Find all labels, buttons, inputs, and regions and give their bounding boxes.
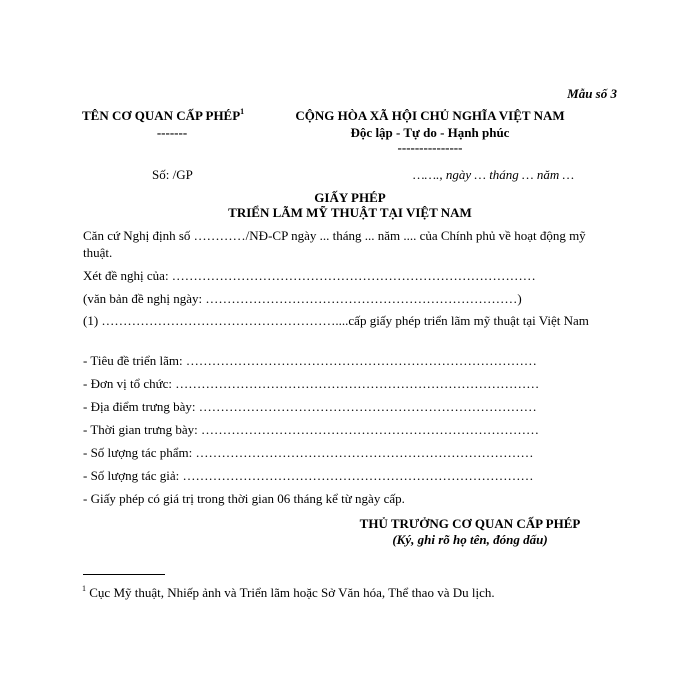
item-organizer: - Đơn vị tổ chức: ………………………………………………………………………… [83,376,540,391]
motto-divider: --------------- [397,140,463,155]
item-exhibition-title: - Tiêu đề triển lãm: ……………………………………………………………………… [83,353,537,368]
footnote: $^1$ Cục Mỹ thuật, Nhiếp ảnh và Triển lãm hoặc Sở Văn hóa, Thể thao và Du lịch. [82,584,495,600]
permit-number: Số: /GP [152,167,193,182]
signature-note: (Ký, ghi rõ họ tên, đóng dấu) [392,532,548,547]
request-line: Xét đề nghị của: ………………………………………………………………………… [83,268,536,283]
grant-line: (1) ………………………………………………....cấp giấy phép triển lãm mỹ thuật tại Việt Nam [83,313,589,328]
item-artist-count: - Số lượng tác giả: ……………………………………………………………………… [83,468,534,483]
agency-footnote-mark: 1 [240,107,245,116]
motto: Độc lập - Tự do - Hạnh phúc [350,125,510,140]
signature-title: THỦ TRƯỞNG CƠ QUAN CẤP PHÉP [359,516,581,531]
footnote-divider [83,574,165,575]
form-number: Mẫu số 3 [567,86,617,101]
document-title: GIẤY PHÉP [314,190,386,205]
item-artwork-count: - Số lượng tác phẩm: …………………………………………………………………… [83,445,534,460]
issue-date: ……., ngày … tháng … năm … [413,167,575,182]
agency-name: TÊN CƠ QUAN CẤP PHÉP$^1$ [82,107,245,123]
document-subtitle: TRIỂN LÃM MỸ THUẬT TẠI VIỆT NAM [228,205,472,220]
request-document-line: (văn bản đề nghị ngày: ………………………………………………………………) [83,291,522,306]
item-validity: - Giấy phép có giá trị trong thời gian 06 tháng kể từ ngày cấp. [83,491,405,506]
nation-title: CỘNG HÒA XÃ HỘI CHỦ NGHĨA VIỆT NAM [295,108,565,123]
item-period: - Thời gian trưng bày: …………………………………………………………………… [83,422,540,437]
item-venue: - Địa điểm trưng bày: …………………………………………………………………… [83,399,537,414]
legal-basis: Căn cứ Nghị định số …………/NĐ-CP ngày ... tháng ... năm .... của Chính phủ về hoạt động mỹ thuật. [83,228,586,260]
footnote-mark: 1 [82,584,86,593]
agency-divider: ------- [156,125,188,140]
